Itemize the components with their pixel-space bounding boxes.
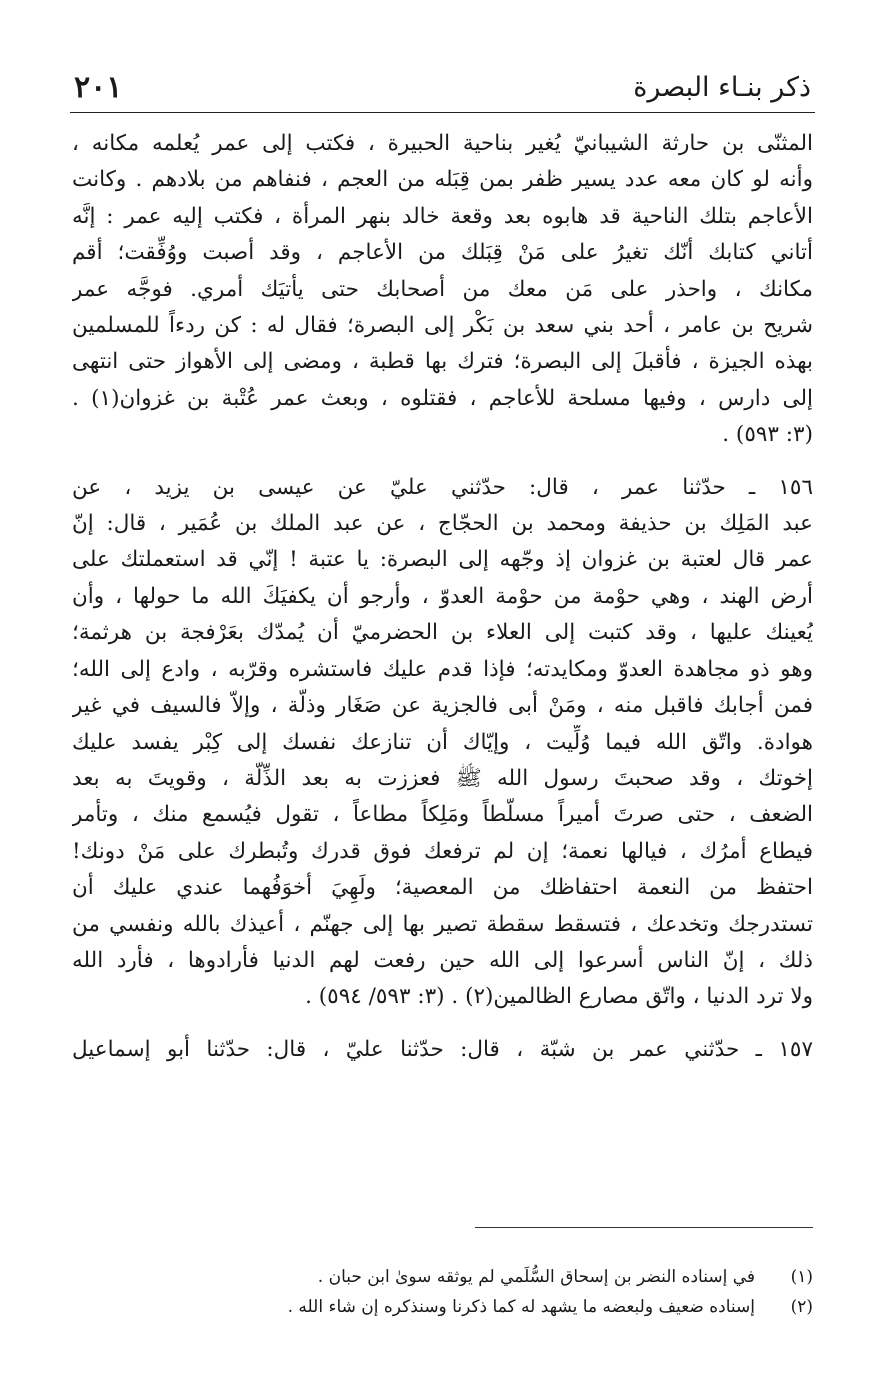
text-line: الأعاجم بتلك الناحية قد هابوه بعد وقعة خالد بنهر المرأة ، فكتب إليه عمر : إنَّه bbox=[72, 203, 813, 229]
text-line: إخوتك ، وقد صحبتَ رسول الله ﷺ فعززت به بعد الذِّلَّة ، وقويتَ به بعد bbox=[72, 765, 813, 791]
footnote-divider bbox=[475, 1227, 813, 1228]
text-line: وهو ذو مجاهدة العدوّ ومكايدته؛ فإذا قدم عليك فاستشره وقرّبه ، وادع إلى الله؛ bbox=[72, 656, 813, 682]
text-line: (٣: ٥٩٣) . bbox=[722, 422, 813, 448]
footnote-1 bbox=[72, 1262, 813, 1292]
text-line: فمن أجابك فاقبل منه ، ومَنْ أبى فالجزية عن صَغَار وذلّة ، وإلاّ فالسيف في غير bbox=[72, 693, 813, 719]
text-line: تستدرجك وتخدعك ، فتسقط سقطة تصير بها إلى جهنّم ، أعيذك بالله ونفسي من bbox=[72, 911, 813, 937]
text-line: الضعف ، حتى صرتَ أميراً مسلَّطاً ومَلِكاً مطاعاً ، تقول فيُسمع منك ، وتأمر bbox=[72, 802, 813, 828]
text-line: احتفظ من النعمة احتفاظك من المعصية؛ ولَهِيَ أخوَفُهما عندي عليك أن bbox=[72, 875, 813, 901]
text-line: يُعينك عليها ، وقد كتبت إلى العلاء بن الحضرميّ أن يُمدّك بعَرْفجة بن هرثمة؛ bbox=[72, 620, 813, 646]
paragraph-1 bbox=[72, 126, 813, 454]
text-line: وأنه لو كان معه عدد يسير ظفر بمن قِبَله من العجم ، فنفاهم من بلادهم . وكانت bbox=[72, 167, 813, 193]
footnote-text: في إسناده النضر بن إسحاق السُّلَمي لم يوثقه سوىٰ ابن حبان . bbox=[317, 1267, 755, 1287]
text-line: ولا ترد الدنيا ، واتّق مصارع الظالمين(٢) . (٣: ٥٩٣/ ٥٩٤) . bbox=[305, 984, 813, 1010]
footnote-text: إسناده ضعيف ولبعضه ما يشهد له كما ذكرنا وسنذكره إن شاء الله . bbox=[287, 1297, 755, 1317]
footnote-number: (٢) bbox=[790, 1297, 813, 1317]
paragraph-157 bbox=[72, 1032, 813, 1068]
text-line: إلى دارس ، وفيها مسلحة للأعاجم ، فقتلوه ، وبعث عمر عُتْبة بن غزوان(١) . bbox=[72, 385, 813, 411]
text-line: ١٥٦ ـ حدّثنا عمر ، قال: حدّثني عليّ عن عيسى بن يزيد ، عن bbox=[72, 474, 813, 500]
text-line: المثنّى بن حارثة الشيبانيّ يُغير بناحية الحبيرة ، فكتب إلى عمر يُعلمه مكانه ، bbox=[72, 131, 813, 156]
text-line: ١٥٧ ـ حدّثني عمر بن شبّة ، قال: حدّثنا عليّ ، قال: حدّثنا أبو إسماعيل bbox=[72, 1036, 813, 1062]
footnotes bbox=[72, 1262, 813, 1322]
paragraph-156 bbox=[72, 470, 813, 1016]
text-line: أرض الهند ، وهي حوْمة من حوْمة العدوّ ، وأرجو أن يكفيَكَ الله ما حولها ، وأن bbox=[72, 583, 813, 609]
text-line: عبد المَلِك بن حذيفة ومحمد بن الحجّاج ، عن عبد الملك بن عُمَير ، قال: إنّ bbox=[72, 511, 813, 537]
main-text bbox=[72, 126, 813, 1068]
footnote-number: (١) bbox=[790, 1267, 813, 1287]
footnote-2 bbox=[72, 1292, 813, 1322]
text-line: ذلك ، إنّ الناس أسرعوا إلى الله حين رفعت لهم الدنيا فأرادوها ، فأرد الله bbox=[72, 947, 813, 973]
text-line: بهذه الجيزة ، فأقبلَ إلى البصرة؛ فترك بها قطبة ، ومضى إلى الأهواز حتى انتهى bbox=[72, 349, 813, 375]
text-line: عمر قال لعتبة بن غزوان إذ وجّهه إلى البصرة: يا عتبة ! إنّي قد استعملتك على bbox=[72, 547, 813, 573]
text-line: مكانك ، واحذر على مَن معك من أصحابك حتى يأتيَك أمري. فوجَّه عمر bbox=[72, 276, 813, 302]
text-line: أتاني كتابك أنّك تغيرُ على مَنْ قِبَلك من الأعاجم ، وقد أصبت ووُفِّقت؛ أقم bbox=[72, 240, 813, 266]
text-line: فيطاع أمرُك ، فيالها نعمة؛ إن لم ترفعك فوق قدرك وتُبطرك على مَنْ دونك! bbox=[72, 838, 813, 864]
text-line: هوادة. واتّق الله فيما وُلِّيت ، وإيّاك أن تنازعك نفسك إلى كِبْر يفسد عليك bbox=[72, 729, 813, 755]
page-header bbox=[70, 66, 815, 113]
running-title: ذكر بنـاء البصرة bbox=[633, 72, 811, 103]
page-number: ٢٠١ bbox=[74, 70, 123, 105]
text-line: شريح بن عامر ، أحد بني سعد بن بَكْر إلى البصرة؛ فقال له : كن ردءاً للمسلمين bbox=[72, 313, 813, 339]
